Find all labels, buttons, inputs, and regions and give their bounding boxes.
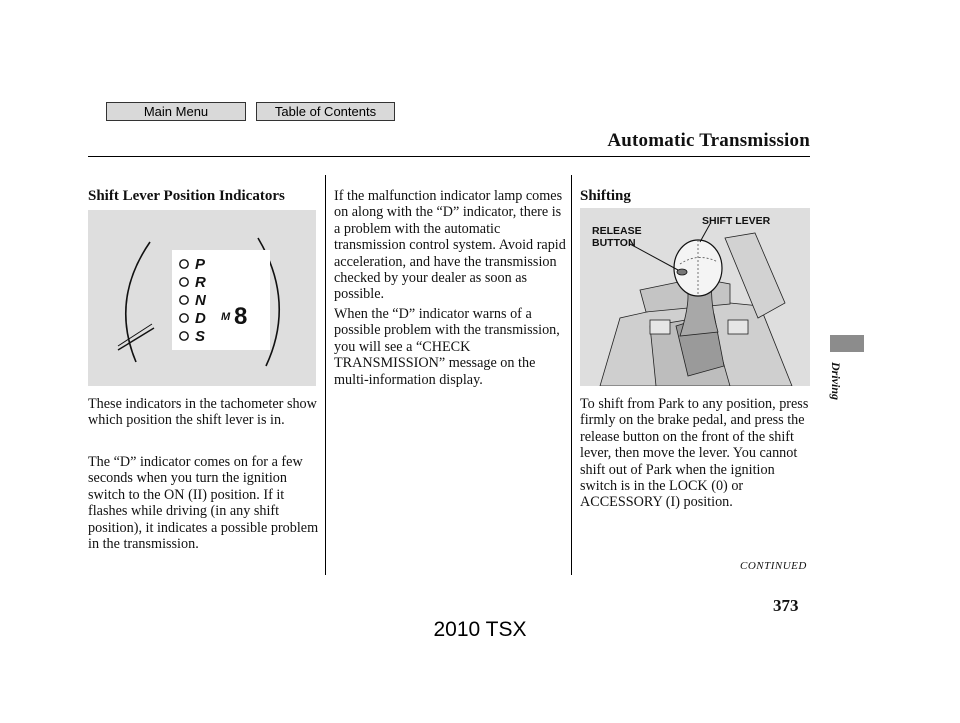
indicators-paragraph-1: These indicators in the tachometer show which position the shift lever is in. — [88, 396, 317, 429]
tachometer-illustration — [88, 210, 316, 386]
shifting-paragraph: To shift from Park to any position, press firmly on the brake pedal, and press the release button on the front of the shift lever, then move the lever. You cannot shift out of Park when the ignition switch is in the LOCK (0) or ACCESSORY (I) position. — [580, 396, 809, 511]
column-divider-left — [325, 175, 326, 575]
tachometer-left-arc — [126, 242, 150, 362]
section-tab-label: Driving — [829, 362, 843, 401]
gear-letter-r: R — [195, 274, 206, 291]
page-title: Automatic Transmission — [607, 130, 810, 151]
section-heading-shifting: Shifting — [580, 188, 631, 204]
gear-letter-s: S — [195, 328, 206, 345]
section-heading-indicators: Shift Lever Position Indicators — [88, 188, 285, 204]
release-button-label-line2: BUTTON — [592, 237, 636, 249]
indicators-paragraph-2: The “D” indicator comes on for a few seconds when you turn the ignition switch to the ON (II) position. If it flashes while driving (in any shift position), it indicates a possible problem in the transmission. — [88, 454, 319, 553]
main-menu-button[interactable]: Main Menu — [106, 102, 246, 121]
shift-lever-figure — [580, 208, 810, 386]
section-tab — [830, 335, 864, 352]
gear-letter-n: N — [195, 292, 206, 309]
shift-lever-illustration — [580, 208, 810, 386]
continued-marker: CONTINUED — [740, 560, 807, 572]
table-of-contents-button[interactable]: Table of Contents — [256, 102, 395, 121]
check-transmission-paragraph: When the “D” indicator warns of a possible problem with the transmission, you will see a “CHECK TRANSMISSION” message on the multi-information display. — [334, 306, 560, 388]
release-button-leader — [630, 244, 678, 270]
manual-mode-letter: M — [221, 311, 231, 323]
release-button-label-line1: RELEASE — [592, 225, 642, 237]
release-button-part — [677, 269, 687, 275]
gear-letter-p: P — [195, 256, 206, 273]
shift-lever-label: SHIFT LEVER — [702, 215, 771, 227]
gear-letter-d: D — [195, 310, 206, 327]
column-divider-right — [571, 175, 572, 575]
title-divider — [88, 156, 810, 157]
indicator-figure — [88, 210, 316, 386]
page-number: 373 — [773, 596, 799, 615]
indicator-panel — [172, 250, 270, 350]
gear-digit-display: 8 — [234, 303, 248, 330]
footer-text: 2010 TSX — [433, 618, 527, 641]
tachometer-needle — [118, 328, 154, 350]
malfunction-paragraph: If the malfunction indicator lamp comes on along with the “D” indicator, there is a problem with the automatic transmission control system. Avoid rapid acceleration, and have the transmission checked by your dealer as soon as possible. — [334, 188, 566, 303]
